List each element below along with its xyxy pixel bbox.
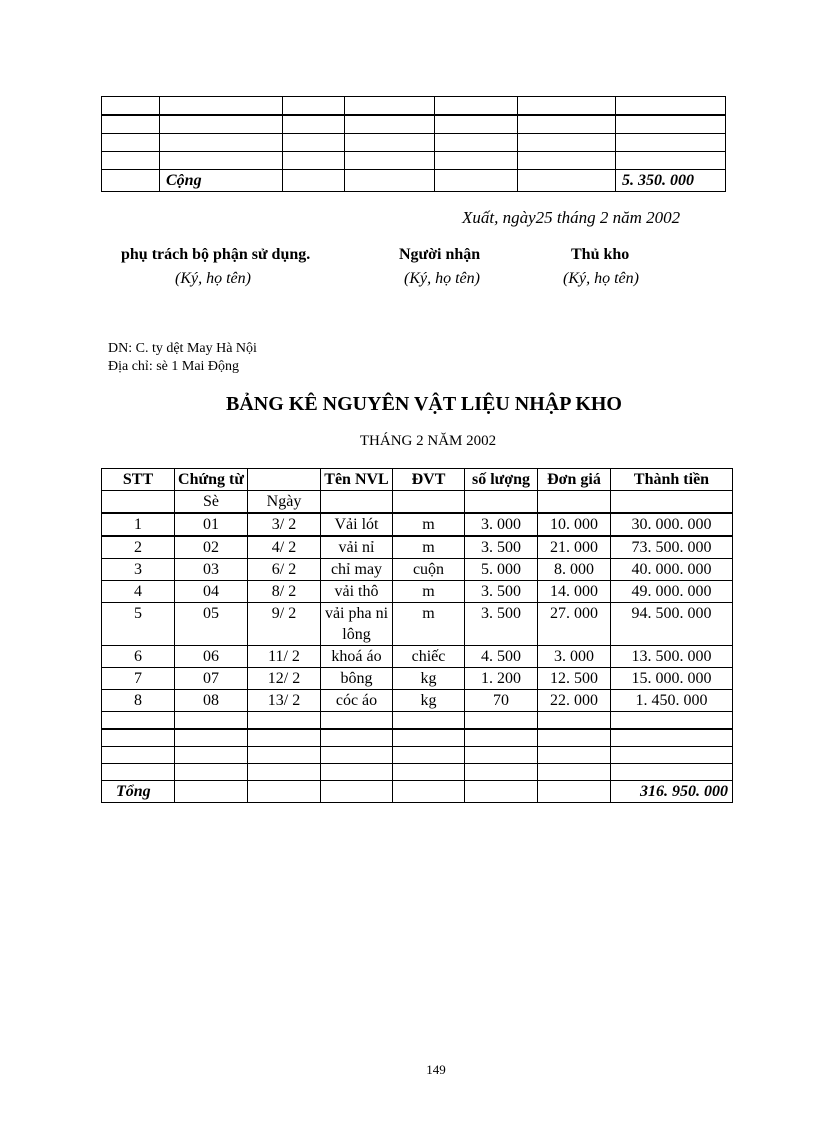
table-row <box>102 747 733 764</box>
header-stt: STT <box>102 469 175 491</box>
signature-note-1: (Ký, họ tên) <box>175 270 251 287</box>
total-value: 316. 950. 000 <box>611 781 733 803</box>
total-row <box>102 170 726 192</box>
header-dvt: ĐVT <box>393 469 465 491</box>
table-row <box>102 134 726 152</box>
total-label: Tổng <box>102 781 175 803</box>
header-so: Sè <box>175 491 248 514</box>
company-name: DN: C. ty dệt May Hà Nội <box>108 341 257 356</box>
page-subtitle: THÁNG 2 NĂM 2002 <box>359 433 497 449</box>
table-row <box>102 115 726 134</box>
table-row: 4 04 8/ 2 vải thô m 3. 500 14. 000 49. 000. 000 <box>102 581 733 603</box>
table-row <box>102 712 733 730</box>
table-row: 2 02 4/ 2 vải nỉ m 3. 500 21. 000 73. 500. 000 <box>102 536 733 559</box>
header-ngay: Ngày <box>248 491 321 514</box>
table-row: 1 01 3/ 2 Vải lót m 3. 000 10. 000 30. 000. 000 <box>102 513 733 536</box>
signature-title-1: phụ trách bộ phận sử dụng. <box>121 246 311 263</box>
previous-table <box>101 96 726 192</box>
total-value: 5. 350. 000 <box>616 170 726 192</box>
signature-note-2: (Ký, họ tên) <box>404 270 480 287</box>
subheader-row <box>102 491 733 514</box>
total-row <box>102 781 733 803</box>
table-row: 6 06 11/ 2 khoá áo chiếc 4. 500 3. 000 13. 500. 000 <box>102 646 733 668</box>
table-row <box>102 152 726 170</box>
signature-title-3: Thủ kho <box>571 246 630 263</box>
company-address: Địa chỉ: sè 1 Mai Động <box>108 359 240 374</box>
table-row <box>102 764 733 781</box>
table-row <box>102 97 726 116</box>
page-title: BẢNG KÊ NGUYÊN VẬT LIỆU NHẬP KHO <box>226 393 622 415</box>
total-label: Cộng <box>160 170 283 192</box>
material-table <box>101 468 733 803</box>
header-ten: Tên NVL <box>321 469 393 491</box>
table-row <box>102 729 733 747</box>
table-row: 5 05 9/ 2 vải pha ni lông m 3. 500 27. 000 94. 500. 000 <box>102 603 733 646</box>
date-line: Xuất, ngày25 tháng 2 năm 2002 <box>462 208 681 227</box>
signature-title-2: Người nhận <box>399 246 481 263</box>
table-row: 7 07 12/ 2 bông kg 1. 200 12. 500 15. 000. 000 <box>102 668 733 690</box>
header-soluong: số lượng <box>465 469 538 491</box>
header-dongia: Đơn giá <box>538 469 611 491</box>
header-row <box>102 469 733 491</box>
table-row: 8 08 13/ 2 cóc áo kg 70 22. 000 1. 450. 000 <box>102 690 733 712</box>
header-thanhtien: Thành tiền <box>611 469 733 491</box>
signature-note-3: (Ký, họ tên) <box>563 270 639 287</box>
table-row: 3 03 6/ 2 chỉ may cuộn 5. 000 8. 000 40. 000. 000 <box>102 559 733 581</box>
header-chungtu: Chứng từ <box>175 469 248 491</box>
page-number: 149 <box>426 1062 446 1077</box>
